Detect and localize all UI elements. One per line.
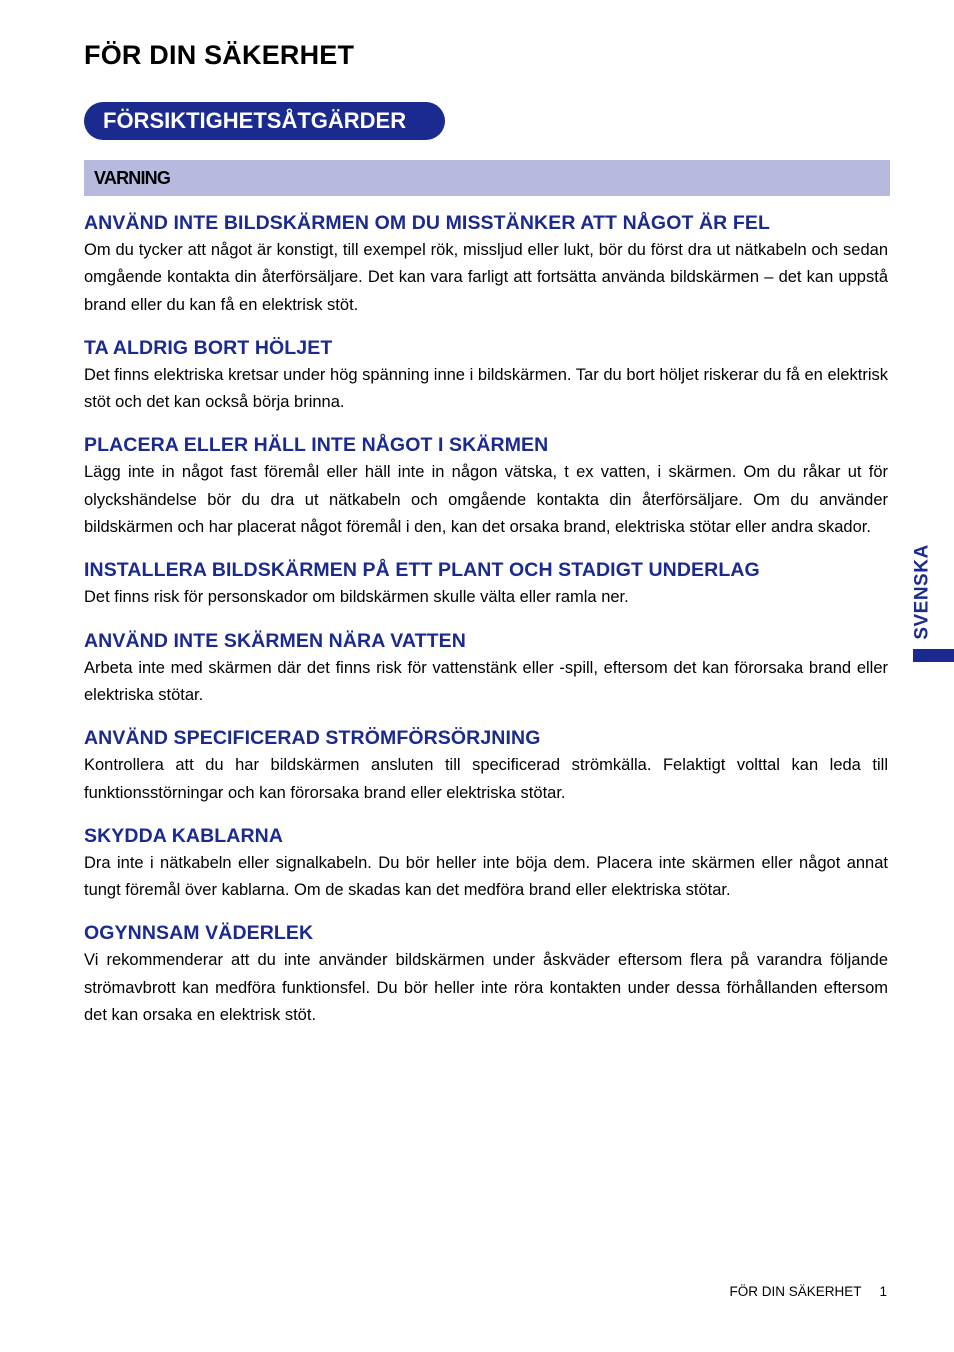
footer-title: FÖR DIN SÄKERHET	[729, 1284, 862, 1299]
language-side-label	[910, 544, 936, 640]
precaution-text: Arbeta inte med skärmen där det finns risk för vattenstänk eller -spill, eftersom det kan förorsaka brand eller elektriska stötar.	[84, 658, 888, 704]
precaution-item	[84, 919, 888, 1029]
warning-banner: VARNING	[84, 160, 890, 196]
precaution-item	[84, 209, 888, 319]
precaution-heading: INSTALLERA BILDSKÄRMEN PÅ ETT PLANT OCH STADIGT UNDERLAG	[84, 559, 760, 582]
precaution-heading: ANVÄND SPECIFICERAD STRÖMFÖRSÖRJNING	[84, 727, 541, 750]
precaution-item	[84, 627, 888, 710]
precaution-text: Lägg inte in något fast föremål eller häll inte in någon vätska, t ex vatten, i skärmen. Om du råkar ut för olyckshändelse bör du dra ut nätkabeln och omgående kontakta din återförsäljare. Om du använder bildskärmen och har placerat något föremål i den, kan det orsaka brand, elektriska stötar eller andra skador.	[84, 463, 888, 537]
precaution-text: Det finns elektriska kretsar under hög spänning inne i bildskärmen. Tar du bort höljet riskerar du få en elektrisk stöt och det kan också börja brinna.	[84, 365, 888, 412]
precaution-text: Kontrollera att du har bildskärmen ansluten till specificerad strömkälla. Felaktigt volttal kan leda till funktionsstörningar och kan förorsaka brand eller elektriska stötar.	[84, 756, 888, 802]
precaution-heading: OGYNNSAM VÄDERLEK	[84, 922, 314, 945]
precaution-item	[84, 822, 888, 905]
page-number: 1	[879, 1284, 887, 1299]
precaution-item	[84, 724, 888, 807]
precautions-list	[84, 209, 888, 1044]
precaution-heading: TA ALDRIG BORT HÖLJET	[84, 336, 333, 359]
precaution-text: Dra inte i nätkabeln eller signalkabeln. Du bör heller inte böja dem. Placera inte skärmen eller något annat tungt föremål över kablarna. Om de skadas kan det medföra brand eller elektriska stötar.	[84, 853, 888, 900]
precaution-heading: PLACERA ELLER HÄLL INTE NÅGOT I SKÄRMEN	[84, 434, 549, 457]
language-tab-marker	[913, 649, 954, 662]
language-side-label-text: SVENSKA	[912, 544, 934, 640]
precaution-heading: SKYDDA KABLARNA	[84, 824, 284, 847]
precaution-heading: ANVÄND INTE SKÄRMEN NÄRA VATTEN	[84, 629, 466, 652]
page-footer	[729, 1284, 887, 1299]
precaution-item	[84, 556, 888, 611]
precaution-text: Om du tycker att något är konstigt, till exempel rök, missljud eller lukt, bör du först dra ut nätkabeln och sedan omgående kontakta din återförsäljare. Det kan vara farligt att fortsätta använda bildskärmen – det kan uppstå brand eller du kan få en elektrisk stöt.	[84, 241, 888, 314]
precaution-heading: ANVÄND INTE BILDSKÄRMEN OM DU MISSTÄNKER ATT NÅGOT ÄR FEL	[84, 212, 771, 234]
section-title-pill: FÖRSIKTIGHETSÅTGÄRDER	[84, 102, 445, 140]
precaution-item	[84, 334, 888, 417]
precaution-text: Det finns risk för personskador om bildskärmen skulle välta eller ramla ner.	[84, 588, 629, 607]
precaution-text: Vi rekommenderar att du inte använder bildskärmen under åskväder eftersom flera på varandra följande strömavbrott kan medföra funktionsfel. Du bör heller inte röra kontakten under dessa förhållanden eftersom det kan orsaka en elektrisk stöt.	[84, 951, 888, 1025]
precaution-item	[84, 431, 888, 541]
page-title: FÖR DIN SÄKERHET	[84, 40, 355, 70]
